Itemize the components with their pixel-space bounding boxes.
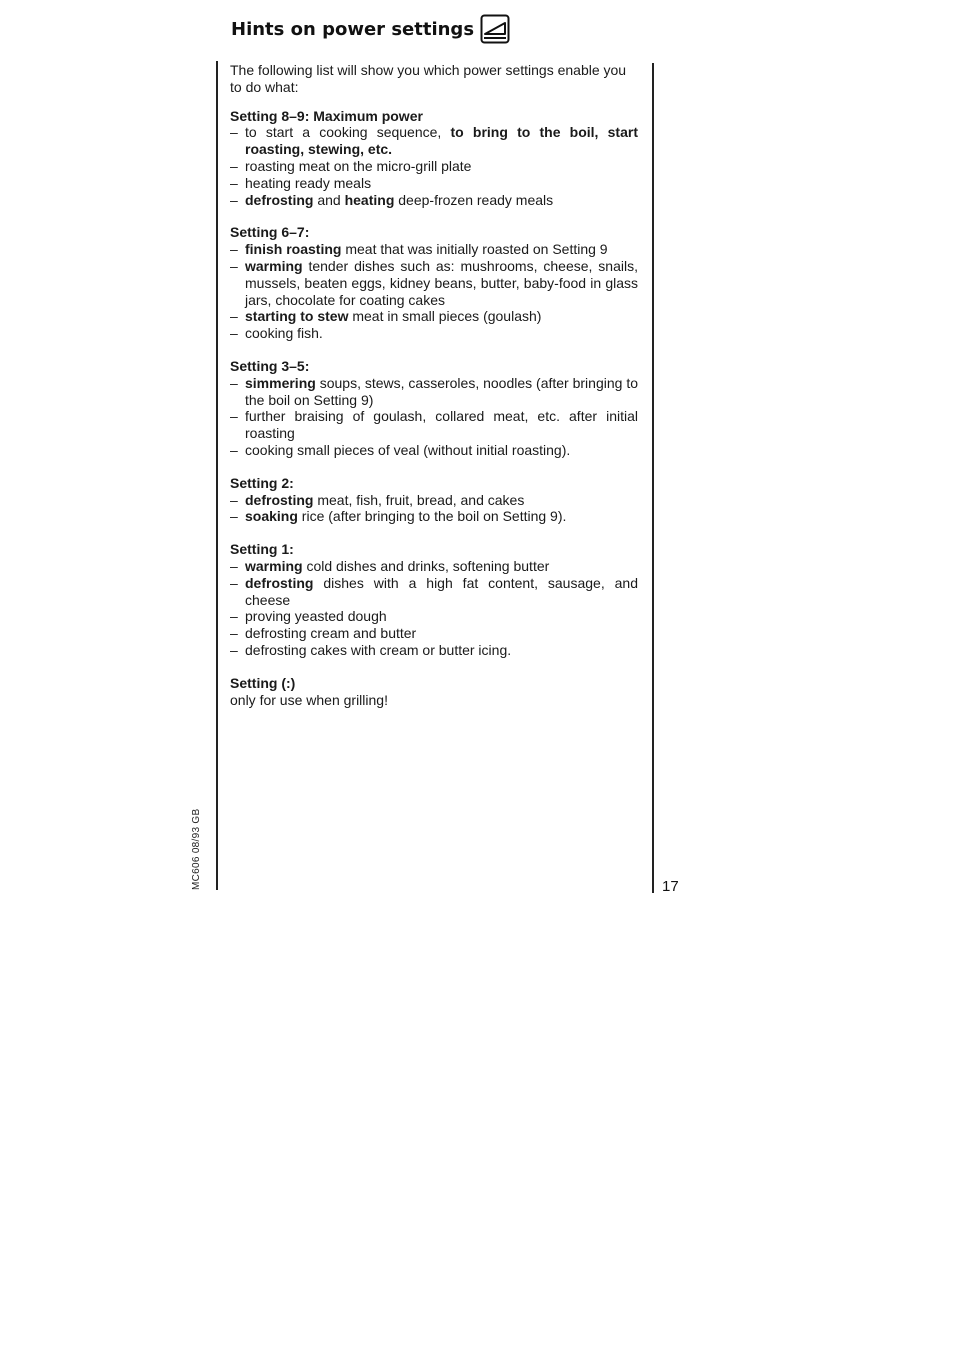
grill-setting-section [230,675,638,709]
item-text: meat in small pieces (goulash) [348,308,542,325]
bold-phrase: defrosting [245,574,314,591]
page-number: 17 [662,878,679,895]
item-text: rice (after bringing to the boil on Setting 9). [297,508,567,525]
item-text: and [313,191,345,208]
item-text: dishes with a high fat content, sausage, and cheese [245,574,638,608]
setting-heading: Setting 6–7: [230,224,310,241]
setting-item [230,492,638,509]
setting-item [230,192,638,209]
setting-item [230,508,638,525]
bold-phrase: starting to stew [245,308,349,325]
setting-items [230,124,638,208]
setting-item [230,442,638,459]
power-setting-icon [480,14,510,44]
setting-items [230,492,638,526]
setting-items [230,375,638,459]
item-text: soups, stews, casseroles, noodles (after bringing to the boil on Setting 9) [245,374,638,408]
setting-section [230,541,638,659]
bold-phrase: finish roasting [245,241,342,258]
grill-setting-text: only for use when grilling! [230,691,388,708]
grill-setting-heading: Setting (:) [230,674,296,691]
setting-item [230,124,638,158]
item-text: cooking fish. [245,325,323,342]
setting-items [230,241,638,342]
item-text: meat, fish, fruit, bread, and cakes [313,491,525,508]
bold-phrase: defrosting [245,191,314,208]
item-text: deep-frozen ready meals [394,191,554,208]
setting-item [230,158,638,175]
page-title: Hints on power settings [231,18,475,40]
bold-phrase: to bring to the boil, start roasting, stewing, etc. [245,124,638,158]
setting-section [230,358,638,459]
setting-heading: Setting 1: [230,541,294,558]
item-text: heating ready meals [245,174,372,191]
setting-item [230,175,638,192]
bold-phrase: heating [344,191,395,208]
setting-item [230,308,638,325]
setting-section [230,108,638,209]
setting-item [230,325,638,342]
item-text: tender dishes such as: mushrooms, cheese, snails, mussels, beaten eggs, kidney beans, butter, baby-food in glass jars, chocolate for coating cakes [245,257,638,308]
setting-item [230,241,638,258]
bold-phrase: simmering [245,374,316,391]
item-text: defrosting cakes with cream or butter icing. [245,641,512,658]
item-text: meat that was initially roasted on Setting 9 [341,241,608,258]
intro-text: The following list will show you which power settings enable you to do what: [230,62,627,95]
setting-item [230,625,638,642]
setting-heading: Setting 2: [230,474,294,491]
item-text: cooking small pieces of veal (without initial roasting). [245,441,571,458]
bold-phrase: soaking [245,508,298,525]
setting-section [230,475,638,525]
left-margin-rule [216,61,218,890]
item-text: proving yeasted dough [245,608,387,625]
item-text: cold dishes and drinks, softening butter [302,557,550,574]
page-title-row [231,14,510,44]
setting-item [230,258,638,308]
setting-item [230,608,638,625]
item-text: to start a cooking sequence, [245,124,451,141]
item-text: defrosting cream and butter [245,625,417,642]
setting-item [230,575,638,609]
item-text: roasting meat on the micro-grill plate [245,157,472,174]
document-code: MC606 08/93 GB [191,808,202,890]
setting-items [230,558,638,659]
item-text: further braising of goulash, collared meat, etc. after initial roasting [245,408,638,442]
bold-phrase: warming [245,557,303,574]
setting-item [230,375,638,409]
bold-phrase: defrosting [245,491,314,508]
setting-item [230,408,638,442]
bold-phrase: warming [245,257,303,274]
setting-item [230,642,638,659]
setting-heading: Setting 3–5: [230,357,310,374]
settings-list [230,108,638,659]
setting-heading: Setting 8–9: Maximum power [230,107,423,124]
setting-item [230,558,638,575]
right-margin-rule [652,63,654,893]
setting-section [230,224,638,342]
main-content [230,62,638,724]
